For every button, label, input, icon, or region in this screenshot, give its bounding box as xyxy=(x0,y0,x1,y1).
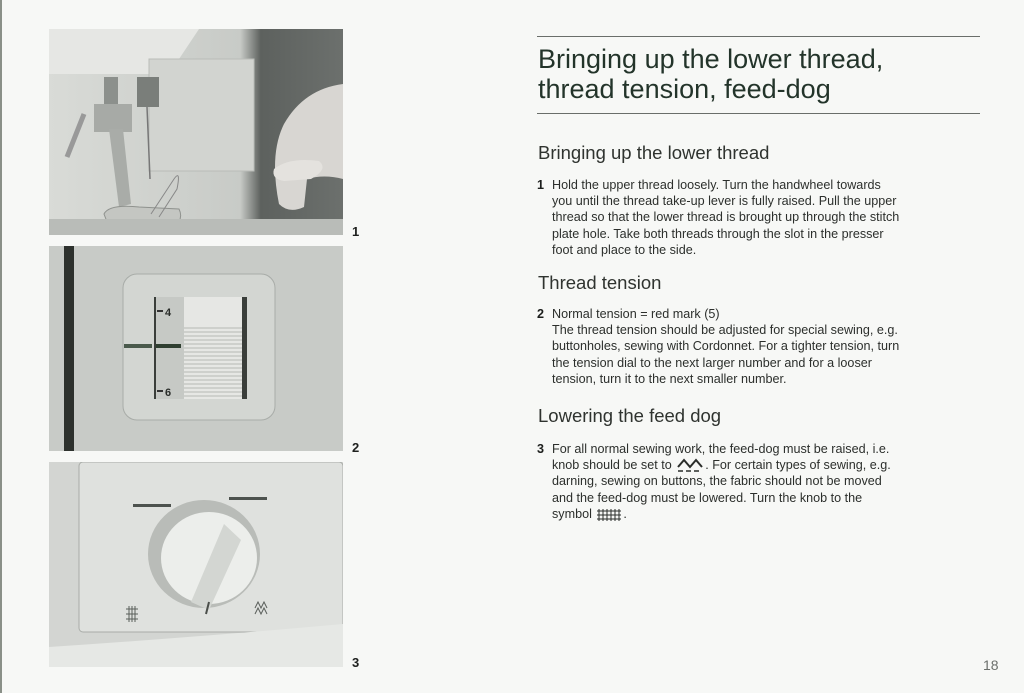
figure-1-photo xyxy=(49,29,343,235)
feed-dog-raised-icon xyxy=(675,457,705,472)
step-number: 3 xyxy=(537,442,545,456)
title-rule-bottom xyxy=(537,113,980,114)
section-heading-thread-tension: Thread tension xyxy=(538,272,662,293)
step-2: 2 Normal tension = red mark (5) The thread tension should be adjusted for special sewing, e.g. buttonholes, sewing with Cordonnet. For a tighter tension, turn the tension dial to the next larger number and for a looser tension, turn it to the next smaller number. xyxy=(537,307,900,386)
page-title-line-1: Bringing up the lower thread, xyxy=(538,44,884,74)
step-number: 1 xyxy=(537,178,545,192)
figure-3-label: 3 xyxy=(352,655,360,670)
figure-2-label: 2 xyxy=(352,440,360,455)
step-1: 1 Hold the upper thread loosely. Turn the handwheel towards you until the thread take-up lever is fully raised. Pull the upper thread so that the lower thread is brought up through the stitch plate hole. Take both threads through the slot in the presser foot and place to the side. xyxy=(537,178,900,257)
page-number: 18 xyxy=(983,657,999,673)
page-edge xyxy=(0,0,2,693)
figure-3-photo xyxy=(49,462,343,667)
darning-grid-icon xyxy=(595,508,623,521)
title-rule-top xyxy=(537,36,980,37)
section-heading-lower-thread: Bringing up the lower thread xyxy=(538,142,770,163)
figure-1-label: 1 xyxy=(352,224,360,239)
feed-dog-knob-photo-icon xyxy=(49,462,343,667)
tension-dial-photo-icon xyxy=(49,246,343,451)
svg-text:4: 4 xyxy=(165,307,172,319)
page-title-line-2: thread tension, feed-dog xyxy=(538,74,831,104)
figure-2-photo xyxy=(49,246,343,451)
step-3: 3 For all normal sewing work, the feed-dog must be raised, i.e. knob should be set to . For certain types of sewing, e.g. darning, sewing on buttons, the fabric should not be moved and the feed-dog must be lowered. Turn the knob to the symbol . xyxy=(537,442,891,521)
section-heading-feed-dog: Lowering the feed dog xyxy=(538,405,722,426)
step-number: 2 xyxy=(537,307,545,321)
sewing-foot-photo-icon xyxy=(49,29,343,235)
page-title xyxy=(538,44,978,104)
svg-text:6: 6 xyxy=(165,387,172,399)
